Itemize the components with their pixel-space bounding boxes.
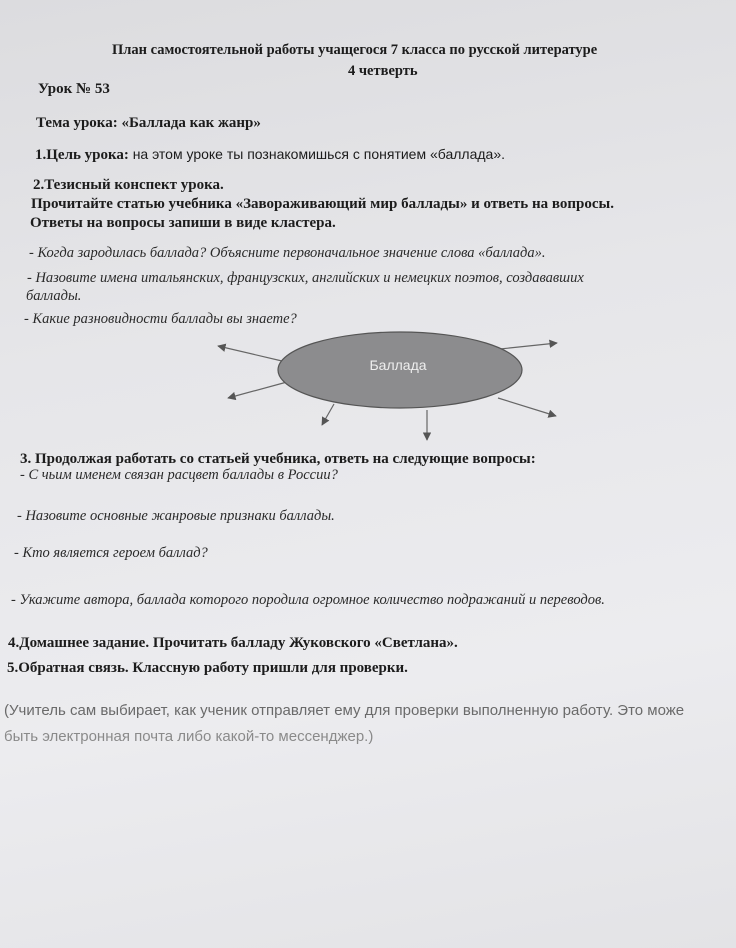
goal-label: 1.Цель урока:	[35, 147, 129, 163]
section2-question: баллады.	[26, 288, 82, 304]
cluster-arrow	[218, 346, 282, 361]
teacher-note-line-1: (Учитель сам выбирает, как ученик отправляет ему для проверки выполненную работу. Это може	[4, 702, 685, 719]
section3-question: - Кто является героем баллад?	[14, 545, 208, 561]
section3-question: - Назовите основные жанровые признаки баллады.	[17, 508, 335, 524]
cluster-diagram	[0, 325, 736, 450]
cluster-arrow	[228, 382, 287, 398]
section3-question: - С чьим именем связан расцвет баллады в России?	[20, 467, 338, 483]
lesson-topic: Тема урока: «Баллада как жанр»	[36, 115, 261, 131]
section3-heading: 3. Продолжая работать со статьей учебника, ответь на следующие вопросы:	[20, 451, 536, 467]
section2-instruction-1: Прочитайте статью учебника «Завораживающий мир баллады» и ответь на вопросы.	[31, 196, 614, 212]
feedback: 5.Обратная связь. Классную работу пришли для проверки.	[7, 660, 408, 676]
section2-instruction-2: Ответы на вопросы запиши в виде кластера.	[30, 215, 336, 231]
section2-heading: 2.Тезисный конспект урока.	[33, 177, 224, 193]
goal-text: на этом уроке ты познакомишься с понятием «баллада».	[132, 146, 506, 162]
section3-question: - Укажите автора, баллада которого породила огромное количество подражаний и переводов.	[11, 592, 605, 608]
goal	[35, 146, 505, 164]
cluster-center-label: Баллада	[369, 357, 427, 373]
teacher-note-line-2: быть электронная почта либо какой-то мессенджер.)	[4, 728, 374, 745]
title-line-2: 4 четверть	[348, 63, 418, 79]
section2-question: - Какие разновидности баллады вы знаете?	[24, 311, 297, 327]
section2-question: - Когда зародилась баллада? Объясните первоначальное значение слова «баллада».	[29, 245, 546, 261]
title-line-1: План самостоятельной работы учащегося 7 класса по русской литературе	[112, 42, 598, 58]
cluster-arrow	[498, 398, 556, 416]
homework: 4.Домашнее задание. Прочитать балладу Жуковского «Светлана».	[8, 635, 458, 651]
cluster-arrow	[322, 404, 334, 425]
cluster-arrow	[500, 343, 557, 349]
section2-question: - Назовите имена итальянских, французских, английских и немецких поэтов, создававших	[27, 270, 584, 286]
lesson-number: Урок № 53	[38, 81, 110, 97]
